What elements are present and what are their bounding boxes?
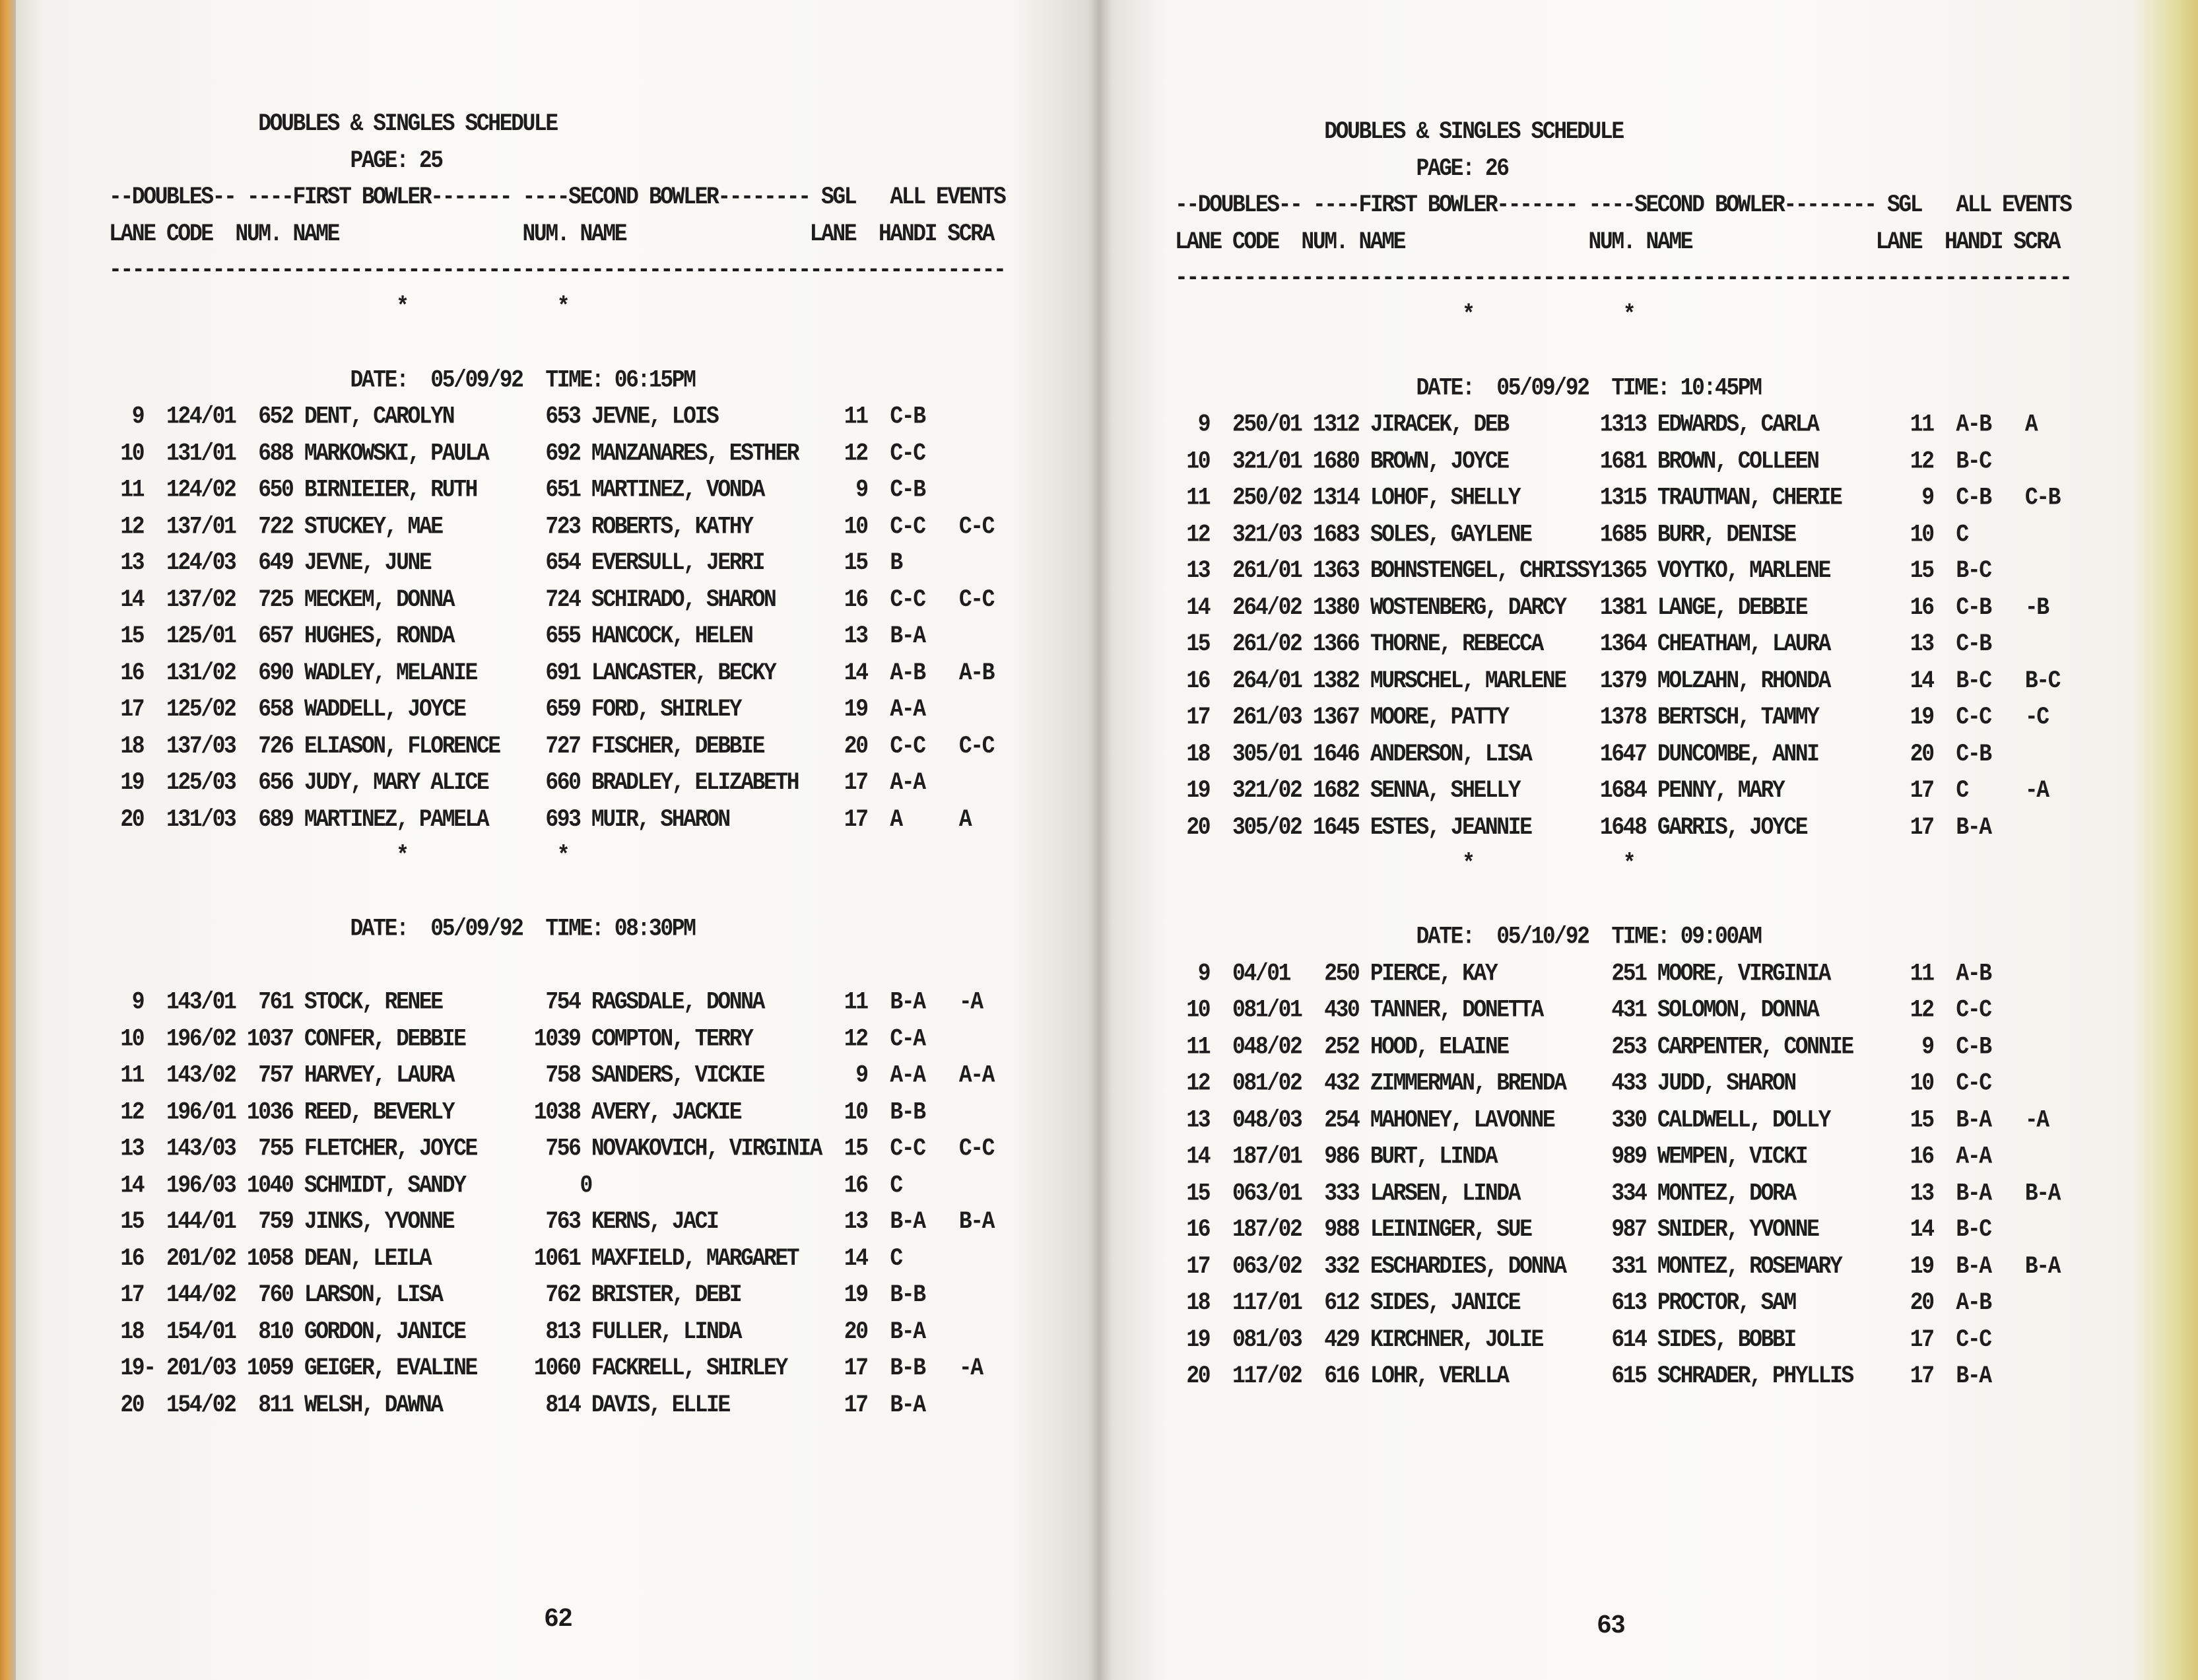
schedule-line: 18 305/01 1646 ANDERSON, LISA 1647 DUNCOMBE, ANNI 20 C-B (1175, 740, 1991, 768)
schedule-line (1175, 882, 2112, 918)
schedule-line: --DOUBLES-- ----FIRST BOWLER------- ----SECOND BOWLER-------- SGL ALL EVENTS (109, 183, 1005, 211)
schedule-line: 15 144/01 759 JINKS, YVONNE 763 KERNS, JACI 13 B-A B-A (109, 1207, 994, 1236)
schedule-line: 17 125/02 658 WADDELL, JOYCE 659 FORD, SHIRLEY 19 A-A (109, 695, 925, 723)
schedule-line: 9 04/01 250 PIERCE, KAY 251 MOORE, VIRGINIA 11 A-B (1175, 959, 1991, 988)
page-number: 62 (545, 1604, 573, 1632)
schedule-line: * * (1175, 300, 1635, 329)
schedule-line: DOUBLES & SINGLES SCHEDULE (1175, 118, 1623, 146)
schedule-line: 13 048/03 254 MAHONEY, LAVONNE 330 CALDWELL, DOLLY 15 B-A -A (1175, 1106, 2048, 1134)
schedule-line: * * (1175, 850, 1635, 877)
schedule-line (109, 874, 1046, 910)
schedule-line: * * (109, 842, 569, 869)
page-number: 63 (1597, 1611, 1626, 1638)
schedule-line: 11 143/02 757 HARVEY, LAURA 758 SANDERS, VICKIE 9 A-A A-A (109, 1061, 994, 1089)
schedule-line: 14 196/03 1040 SCHMIDT, SANDY 0 16 C (109, 1171, 902, 1199)
schedule-line (1175, 333, 2112, 370)
schedule-line: 18 117/01 612 SIDES, JANICE 613 PROCTOR, SAM 20 A-B (1175, 1289, 1991, 1317)
schedule-line: 20 154/02 811 WELSH, DAWNA 814 DAVIS, ELLIE 17 B-A (109, 1391, 925, 1419)
schedule-line: 17 261/03 1367 MOORE, PATTY 1378 BERTSCH, TAMMY 19 C-C -C (1175, 703, 2048, 731)
schedule-line: DATE: 05/09/92 TIME: 08:30PM (109, 915, 695, 943)
schedule-line: 20 117/02 616 LOHR, VERLLA 615 SCHRADER, PHYLLIS 17 B-A (1175, 1362, 1991, 1390)
schedule-line: LANE CODE NUM. NAME NUM. NAME LANE HANDI SCRA (1175, 228, 2060, 255)
page-edge (0, 0, 16, 1680)
schedule-line: LANE CODE NUM. NAME NUM. NAME LANE HANDI SCRA (109, 220, 994, 248)
schedule-line: 19 125/03 656 JUDY, MARY ALICE 660 BRADLEY, ELIZABETH 17 A-A (109, 768, 925, 797)
schedule-line: 16 201/02 1058 DEAN, LEILA 1061 MAXFIELD, MARGARET 14 C (109, 1244, 902, 1272)
schedule-line: 19 081/03 429 KIRCHNER, JOLIE 614 SIDES, BOBBI 17 C-C (1175, 1326, 1991, 1353)
schedule-line: 13 124/03 649 JEVNE, JUNE 654 EVERSULL, JERRI 15 B (109, 549, 902, 577)
schedule-line: 17 063/02 332 ESCHARDIES, DONNA 331 MONTEZ, ROSEMARY 19 B-A B-A (1175, 1252, 2060, 1280)
schedule-line: PAGE: 26 (1175, 154, 1508, 182)
schedule-line: 20 131/03 689 MARTINEZ, PAMELA 693 MUIR, SHARON 17 A A (109, 805, 971, 833)
schedule-line: 18 137/03 726 ELIASON, FLORENCE 727 FISCHER, DEBBIE 20 C-C C-C (109, 732, 994, 760)
schedule-line: PAGE: 25 (109, 147, 442, 174)
schedule-line: ------------------------------------------------------------------------------ (109, 256, 1005, 284)
schedule-line: 14 264/02 1380 WOSTENBERG, DARCY 1381 LANGE, DEBBIE 16 C-B -B (1175, 593, 2048, 621)
schedule-line: 18 154/01 810 GORDON, JANICE 813 FULLER, LINDA 20 B-A (109, 1318, 925, 1345)
right-page (1175, 0, 2198, 1680)
schedule-line: ------------------------------------------------------------------------------ (1175, 264, 2071, 292)
schedule-line: 10 321/01 1680 BROWN, JOYCE 1681 BROWN, COLLEEN 12 B-C (1175, 447, 1991, 475)
schedule-line: 14 137/02 725 MECKEM, DONNA 724 SCHIRADO, SHARON 16 C-C C-C (109, 586, 994, 613)
schedule-line: 10 081/01 430 TANNER, DONETTA 431 SOLOMON, DONNA 12 C-C (1175, 996, 1991, 1024)
schedule-line: 19 321/02 1682 SENNA, SHELLY 1684 PENNY, MARY 17 C -A (1175, 776, 2048, 805)
schedule-line: 12 196/01 1036 REED, BEVERLY 1038 AVERY, JACKIE 10 B-B (109, 1098, 925, 1126)
schedule-line: * * (109, 292, 569, 321)
schedule-line: 15 125/01 657 HUGHES, RONDA 655 HANCOCK, HELEN 13 B-A (109, 622, 925, 650)
schedule-line: 13 261/01 1363 BOHNSTENGEL, CHRISSY1365 VOYTKO, MARLENE 15 B-C (1175, 557, 1991, 585)
schedule-line: 9 250/01 1312 JIRACEK, DEB 1313 EDWARDS, CARLA 11 A-B A (1175, 411, 2037, 438)
schedule-text-left (109, 106, 1046, 1423)
schedule-line: 10 131/01 688 MARKOWSKI, PAULA 692 MANZANARES, ESTHER 12 C-C (109, 439, 925, 467)
schedule-line: 11 124/02 650 BIRNIEIER, RUTH 651 MARTINEZ, VONDA 9 C-B (109, 476, 925, 504)
schedule-line: --DOUBLES-- ----FIRST BOWLER------- ----SECOND BOWLER-------- SGL ALL EVENTS (1175, 191, 2071, 219)
schedule-line: 10 196/02 1037 CONFER, DEBBIE 1039 COMPTON, TERRY 12 C-A (109, 1025, 925, 1053)
schedule-line: 9 143/01 761 STOCK, RENEE 754 RAGSDALE, DONNA 11 B-A -A (109, 988, 982, 1016)
schedule-line (109, 325, 1046, 362)
schedule-text-right (1175, 114, 2112, 1394)
schedule-line: 19- 201/03 1059 GEIGER, EVALINE 1060 FACKRELL, SHIRLEY 17 B-B -A (109, 1354, 982, 1382)
schedule-line: 14 187/01 986 BURT, LINDA 989 WEMPEN, VICKI 16 A-A (1175, 1143, 1991, 1170)
schedule-line: DATE: 05/09/92 TIME: 10:45PM (1175, 374, 1761, 402)
schedule-line: 13 143/03 755 FLETCHER, JOYCE 756 NOVAKOVICH, VIRGINIA 15 C-C C-C (109, 1135, 994, 1162)
schedule-line (109, 947, 1046, 984)
schedule-line: 16 264/01 1382 MURSCHEL, MARLENE 1379 MOLZAHN, RHONDA 14 B-C B-C (1175, 667, 2060, 694)
schedule-line: 11 048/02 252 HOOD, ELAINE 253 CARPENTER, CONNIE 9 C-B (1175, 1032, 1991, 1061)
schedule-line: 15 063/01 333 LARSEN, LINDA 334 MONTEZ, DORA 13 B-A B-A (1175, 1179, 2060, 1207)
schedule-line: 17 144/02 760 LARSON, LISA 762 BRISTER, DEBI 19 B-B (109, 1281, 925, 1309)
schedule-line: 9 124/01 652 DENT, CAROLYN 653 JEVNE, LOIS 11 C-B (109, 403, 925, 430)
schedule-line: DATE: 05/09/92 TIME: 06:15PM (109, 366, 695, 394)
left-page (109, 0, 1152, 1680)
schedule-line: DOUBLES & SINGLES SCHEDULE (109, 110, 557, 138)
schedule-line: 16 131/02 690 WADLEY, MELANIE 691 LANCASTER, BECKY 14 A-B A-B (109, 659, 994, 687)
schedule-line: 12 137/01 722 STUCKEY, MAE 723 ROBERTS, KATHY 10 C-C C-C (109, 512, 994, 540)
schedule-line: 16 187/02 988 LEININGER, SUE 987 SNIDER, YVONNE 14 B-C (1175, 1215, 1991, 1244)
schedule-line: 11 250/02 1314 LOHOF, SHELLY 1315 TRAUTMAN, CHERIE 9 C-B C-B (1175, 484, 2060, 512)
schedule-line: 12 081/02 432 ZIMMERMAN, BRENDA 433 JUDD, SHARON 10 C-C (1175, 1069, 1991, 1097)
schedule-line: DATE: 05/10/92 TIME: 09:00AM (1175, 923, 1761, 951)
schedule-line: 12 321/03 1683 SOLES, GAYLENE 1685 BURR, DENISE 10 C (1175, 520, 1968, 548)
schedule-line: 20 305/02 1645 ESTES, JEANNIE 1648 GARRIS, JOYCE 17 B-A (1175, 813, 1991, 841)
schedule-line: 15 261/02 1366 THORNE, REBECCA 1364 CHEATHAM, LAURA 13 C-B (1175, 630, 1991, 658)
